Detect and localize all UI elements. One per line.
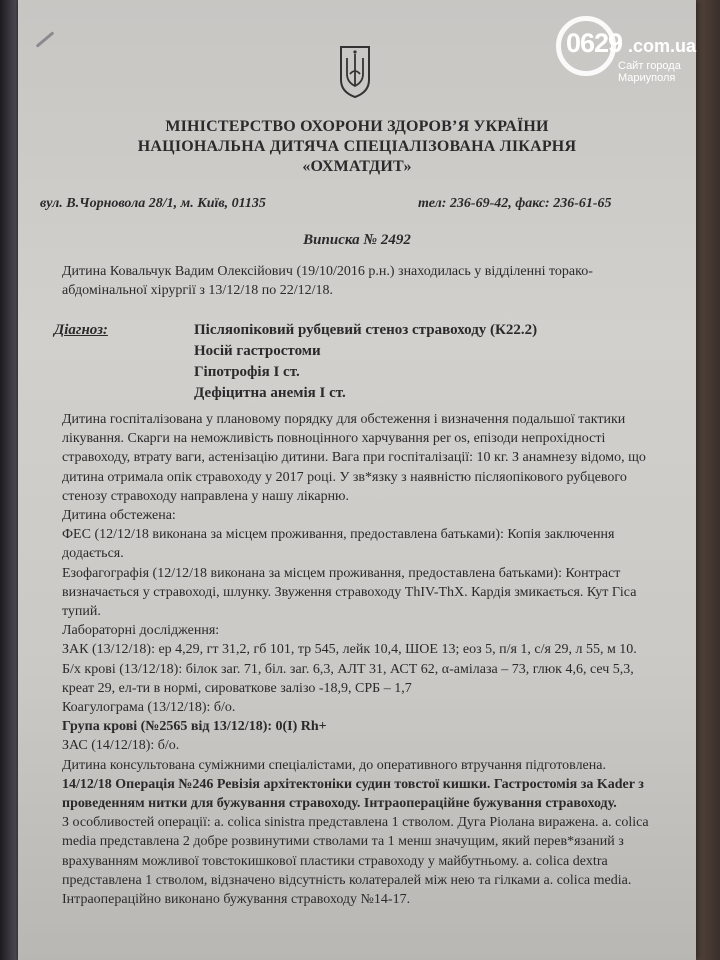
hospital-phones: тел: 236-69-42, факс: 236-61-65 (418, 196, 612, 211)
body-line: врахуванням можливої товстокишкової пластики стравоходу у майбутньому. a. colica dextra (62, 853, 608, 869)
body-line: З особливостей операції: a. colica sinistra представлена 1 стволом. Дуга Ріолана виражена. a. colica (62, 815, 649, 831)
body-line: Дитина госпіталізована у плановому порядку для обстеження і визначення подальшої тактики (62, 412, 626, 427)
body-line: media представлена 2 добре розвинутими стволами та 1 менш значущим, який перев*язаний з (62, 834, 624, 850)
hospital-address: вул. В.Чорновола 28/1, м. Київ, 01135 (40, 196, 266, 211)
body-line: стравоходу, втрату ваги, астенізацію дитини. Вага при госпіталізації: 10 кг. З анамнезу відомо, що (62, 450, 646, 466)
hospital-name: «ОХМАТДИТ» (302, 158, 412, 175)
diagnosis-item: Гіпотрофія І ст. (194, 364, 300, 380)
body-line: Коагулограма (13/12/18): б/о. (62, 700, 236, 715)
body-line: ФЕС (12/12/18 виконана за місцем проживання, предоставлена батьками): Копія заключення (62, 527, 615, 543)
intro-line: абдомінальної хірургії з 13/12/18 по 22/12/18. (62, 283, 333, 298)
diagnosis-label: Діагноз: (54, 322, 108, 338)
body-line: Інтраопераційно виконано бужування стравоходу №14-17. (62, 892, 411, 907)
body-line: лікування. Скарги на неможливість повноцінного харчування per os, епізоди непрохідності (62, 431, 606, 447)
ministry-header: МІНІСТЕРСТВО ОХОРОНИ ЗДОРОВ’Я УКРАЇНИ (165, 118, 549, 135)
body-line: проведенням нитки для бужування стравоходу. Інтраопераційне бужування стравоходу. (62, 796, 617, 811)
body-line: додається. (62, 546, 124, 562)
diagnosis-item: Післяопіковий рубцевий стеноз стравоходу (К22.2) (194, 322, 538, 338)
intro-line: Дитина Ковальчук Вадим Олексійович (19/10/2016 р.н.) знаходилась у відділенні торако- (62, 264, 593, 279)
body-line: Б/х крові (13/12/18): білок заг. 71, біл. заг. 6,3, АЛТ 31, АСТ 62, α-амілаза – 73, глюк 4,6, сеч 5,3, (62, 661, 634, 677)
diagnosis-item: Носій гастростоми (194, 343, 321, 359)
coat-of-arms-icon (338, 44, 372, 100)
body-line: ЗАС (14/12/18): б/о. (62, 738, 180, 754)
body-line: Група крові (№2565 від 13/12/18): 0(I) Rh+ (62, 719, 327, 735)
body-line: Езофагографія (12/12/18 виконана за місцем проживання, предоставлена батьками): Контраст (62, 565, 621, 581)
body-line: Дитина обстежена: (62, 508, 176, 523)
body-line: Лабораторні дослідження: (62, 623, 220, 639)
document-title: Виписка № 2492 (303, 232, 411, 248)
watermark-caption: Сайт города (618, 60, 681, 72)
body-line: визначається у стравоході, шлунку. Звуження стравоходу ThIV-ThX. Кардія змикається. Кут Гіса (62, 584, 637, 600)
watermark-domain: .com.ua (628, 36, 697, 56)
body-line: ЗАК (13/12/18): ер 4,29, гт 31,2, гб 101, тр 545, лейк 10,4, ШОЕ 13; еоз 5, п/я 1, с/я 29, л 55, м 10. (62, 642, 637, 658)
site-watermark (548, 10, 698, 92)
body-line: креат 29, ел-ти в нормі, сироваткове залізо -18,9, СРБ – 1,7 (62, 680, 412, 696)
document-page (18, 0, 696, 960)
fabric-background (692, 0, 720, 960)
body-line: 14/12/18 Операція №246 Ревізія архітектоніки судин товстої кишки. Гастростомія за Kader з (62, 776, 644, 792)
watermark-number: 0629 (566, 28, 623, 58)
body-line: дитина отримала опік стравоходу у 2017 році. У зв*язку з наявністю післяопікового рубцевого (62, 469, 627, 485)
body-line: тупий. (62, 604, 101, 619)
body-line: стенозу стравоходу направлена у нашу лікарню. (62, 488, 350, 504)
watermark-city: Мариуполя (618, 72, 676, 84)
pen-mark (36, 31, 55, 47)
diagnosis-item: Дефіцитна анемія І ст. (194, 385, 346, 401)
hospital-header: НАЦІОНАЛЬНА ДИТЯЧА СПЕЦІАЛІЗОВАНА ЛІКАРНЯ (137, 138, 577, 155)
body-line: Дитина консультована суміжними спеціалістами, до оперативного втручання підготовлена. (62, 757, 606, 773)
body-line: представлена 1 стволом, відзначено відсутність колатералей між нею та гілками a. colica media. (62, 872, 632, 888)
